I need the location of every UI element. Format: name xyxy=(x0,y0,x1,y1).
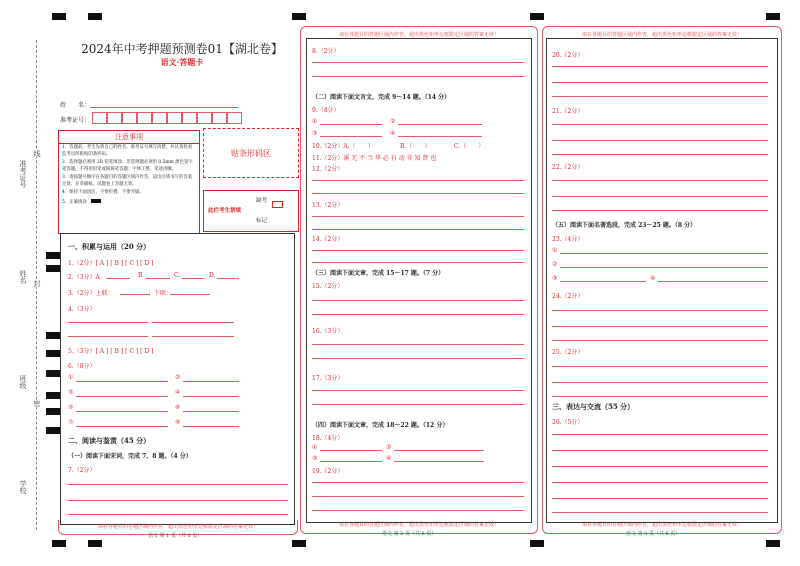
registration-mark xyxy=(292,540,306,547)
section-3-heading: （三）阅读下面文章，完成 15～17 题。（7 分） xyxy=(312,270,445,277)
section-2b-heading: （二）阅读下面文言文，完成 9～14 题。（14 分） xyxy=(312,94,451,101)
answer-line[interactable] xyxy=(68,322,148,323)
out-of-bounds-warning: 请在各题目的答题区域内作答，超出黑色矩形边框限定区域的答案无效！ xyxy=(338,522,499,528)
answer-line[interactable] xyxy=(552,82,768,83)
question-2-c: C. xyxy=(174,272,181,279)
id-box[interactable] xyxy=(107,112,122,124)
answer-line[interactable] xyxy=(312,262,524,263)
cut-label-seal: 封 xyxy=(33,280,41,287)
question-18: 18.（4分） xyxy=(312,435,344,442)
answer-line[interactable] xyxy=(552,326,768,327)
q23-blank-3: ③ xyxy=(552,275,558,282)
q3-upper-line[interactable] xyxy=(120,294,150,295)
answer-line[interactable] xyxy=(312,358,524,359)
side-label-school: 学校 xyxy=(19,480,27,494)
answer-line[interactable] xyxy=(552,466,768,467)
id-box[interactable] xyxy=(182,112,197,124)
answer-line[interactable] xyxy=(552,196,768,197)
answer-line[interactable] xyxy=(312,390,524,391)
id-box[interactable] xyxy=(212,112,227,124)
question-23: 23.（4分） xyxy=(552,236,584,243)
q23-blank-1: ① xyxy=(552,247,558,254)
answer-line[interactable] xyxy=(76,411,168,412)
question-14: 14.（2分） xyxy=(312,236,344,243)
question-9: 9.（4分） xyxy=(312,107,340,114)
answer-line[interactable] xyxy=(552,96,768,97)
page-title: 2024年中考押题预测卷01【湖北卷】 xyxy=(81,42,283,56)
answer-line[interactable] xyxy=(398,136,482,137)
section-4-heading: （四）阅读下面文章，完成 18～22 题。（12 分） xyxy=(312,422,449,429)
registration-mark xyxy=(46,332,60,339)
section-6-heading: 三、表达与交流（55 分） xyxy=(552,402,635,411)
absent-box xyxy=(203,190,299,232)
q18-blank-3: ③ xyxy=(312,455,318,462)
answer-line[interactable] xyxy=(312,250,524,251)
answer-line[interactable] xyxy=(76,396,168,397)
question-2-d: D. xyxy=(209,272,216,279)
notice-item: 1．答题前，考生先将自己的姓名、准考证号填写清楚，并认真检查监考员所粘贴的条形码。 xyxy=(62,145,193,157)
question-12: 12.（2分） xyxy=(312,166,344,173)
q23-blank-4: ④ xyxy=(650,275,656,282)
id-box[interactable] xyxy=(227,112,242,124)
registration-mark xyxy=(46,370,60,377)
answer-line[interactable] xyxy=(552,450,768,451)
answer-line[interactable] xyxy=(312,76,524,77)
answer-line[interactable] xyxy=(312,496,524,497)
registration-mark xyxy=(52,13,66,20)
answer-line[interactable] xyxy=(183,411,239,412)
name-label: 姓 名： xyxy=(60,102,91,109)
out-of-bounds-warning: 请在各题目的答题区域内作答，超出黑色矩形边框限定区域的答案无效！ xyxy=(581,32,742,38)
answer-line[interactable] xyxy=(183,381,239,382)
question-7: 7.（2分） xyxy=(68,467,96,474)
notice-item: 5．正确填涂 xyxy=(62,199,87,205)
question-1[interactable]: 1.（2分）[ A ] [ B ] [ C ] [ D ] xyxy=(68,260,154,267)
absent-code1: 缺考 xyxy=(256,198,268,204)
question-25: 25.（2分） xyxy=(552,349,584,356)
notice-item: 3．请按题号顺序在各题目的答题区域内作答，超出区域书写的答案无效；在草稿纸、试题卷上答题无效。 xyxy=(62,175,193,187)
answer-line[interactable] xyxy=(552,180,768,181)
answer-line[interactable] xyxy=(312,216,524,217)
question-2-a: 2.（3分）A. xyxy=(68,274,102,281)
q2-d-line[interactable] xyxy=(217,278,239,279)
answer-line[interactable] xyxy=(552,366,768,367)
answer-line[interactable] xyxy=(152,336,234,337)
answer-line[interactable] xyxy=(68,500,288,501)
id-label: 准考证号： xyxy=(60,117,91,124)
registration-mark xyxy=(530,540,544,547)
question-10-a[interactable]: 10.（2分）A.（ ） xyxy=(312,143,374,150)
q6-blank-6: ⑥ xyxy=(175,404,181,411)
answer-line[interactable] xyxy=(394,450,484,451)
question-16: 16.（3分） xyxy=(312,328,344,335)
notice-item: 2．选择题必须用 2B 铅笔填涂；非选择题必须用 0.5mm 黑色签字笔答题，不得用铅笔或圆珠笔答题；字体工整、笔迹清晰。 xyxy=(62,160,193,172)
answer-line[interactable] xyxy=(312,404,524,405)
question-17: 17.（3分） xyxy=(312,375,344,382)
page-subtitle: 语文·答题卡 xyxy=(160,57,204,67)
answer-line[interactable] xyxy=(552,66,768,67)
id-boxes[interactable] xyxy=(92,112,242,124)
answer-line[interactable] xyxy=(312,180,524,181)
side-label-class: 班级 xyxy=(19,375,27,389)
question-19: 19.（2分） xyxy=(312,468,344,475)
q3-lower-line[interactable] xyxy=(170,294,210,295)
page-footer: 语文 第 1 页（共 6 页） xyxy=(148,533,203,539)
answer-line[interactable] xyxy=(552,340,768,341)
registration-mark xyxy=(46,392,60,399)
question-10-c[interactable]: C.（ ） xyxy=(454,143,485,150)
answer-line[interactable] xyxy=(560,267,768,268)
notice-fill-row xyxy=(59,198,199,208)
q18-blank-4: ④ xyxy=(386,455,392,462)
question-6: 6.（8分） xyxy=(68,363,96,370)
answer-line[interactable] xyxy=(183,396,239,397)
answer-line[interactable] xyxy=(320,124,382,125)
registration-mark xyxy=(88,540,102,547)
name-field[interactable] xyxy=(90,107,238,108)
q9-blank-4: ④ xyxy=(390,130,396,137)
registration-mark xyxy=(530,13,544,20)
answer-line[interactable] xyxy=(152,322,234,323)
answer-line[interactable] xyxy=(312,229,524,230)
question-20: 20.（2分） xyxy=(552,52,584,59)
registration-mark xyxy=(46,427,60,434)
question-2-b: B. xyxy=(138,272,145,279)
side-label-id: 准考证号 xyxy=(19,160,27,188)
cut-label-line: 线 xyxy=(33,150,41,157)
answer-line[interactable] xyxy=(552,434,768,435)
answer-line[interactable] xyxy=(312,510,524,511)
answer-line[interactable] xyxy=(552,154,768,155)
answer-line[interactable] xyxy=(560,253,768,254)
q6-blank-5: ⑤ xyxy=(68,404,74,411)
section-1-heading: 一、积累与运用（20 分） xyxy=(68,242,151,251)
answer-line[interactable] xyxy=(658,281,768,282)
q9-blank-2: ② xyxy=(390,118,396,125)
q2-a-line[interactable] xyxy=(106,278,130,279)
notice-item: 4．保持卡面清洁，不要折叠、不要弄破。 xyxy=(62,190,144,195)
answer-line[interactable] xyxy=(320,450,382,451)
answer-line[interactable] xyxy=(183,426,239,427)
question-3-lower: ；下联： xyxy=(148,290,173,297)
q6-blank-8: ⑧ xyxy=(175,419,181,426)
answer-line[interactable] xyxy=(312,300,524,301)
registration-mark xyxy=(88,13,102,20)
id-box[interactable] xyxy=(152,112,167,124)
q6-blank-4: ④ xyxy=(175,389,181,396)
question-10-b[interactable]: B.（ ） xyxy=(400,143,431,150)
absent-label: 此栏考生禁填 xyxy=(208,208,242,214)
answer-line[interactable] xyxy=(312,482,524,483)
registration-mark xyxy=(46,408,60,415)
page-footer: 语文 第 3 页（共 6 页） xyxy=(626,531,681,537)
out-of-bounds-warning: 请在各题目的答题区域内作答，超出黑色矩形边框限定区域的答案无效！ xyxy=(338,32,499,38)
barcode-label: 贴条形码区 xyxy=(231,148,271,158)
page-footer: 语文 第 2 页（共 6 页） xyxy=(382,531,437,537)
answer-line[interactable] xyxy=(312,314,524,315)
notice-box xyxy=(58,130,200,234)
q6-blank-2: ② xyxy=(175,374,181,381)
q6-blank-3: ③ xyxy=(68,389,74,396)
question-21: 21.（2分） xyxy=(552,108,584,115)
q2-c-line[interactable] xyxy=(182,278,204,279)
question-8: 8.（2分） xyxy=(312,48,340,55)
answer-line[interactable] xyxy=(552,124,768,125)
q6-blank-1: ① xyxy=(68,374,74,381)
q2-b-line[interactable] xyxy=(146,278,170,279)
answer-line[interactable] xyxy=(552,382,768,383)
answer-line[interactable] xyxy=(76,381,168,382)
registration-mark xyxy=(292,13,306,20)
registration-mark xyxy=(52,540,66,547)
question-5[interactable]: 5.（3分）[ A ] [ B ] [ C ] [ D ] xyxy=(68,348,154,355)
registration-mark xyxy=(46,252,60,259)
q18-blank-2: ② xyxy=(386,444,392,451)
section-2-heading: 二、阅读与鉴赏（45 分） xyxy=(68,436,151,445)
q18-blank-1: ① xyxy=(312,444,318,451)
answer-line[interactable] xyxy=(552,396,768,397)
out-of-bounds-warning: 请在各题目的答题区域内作答，超出黑色矩形边框限定区域的答案无效！ xyxy=(581,522,742,528)
notice-title: 注意事项 xyxy=(59,131,199,144)
answer-line[interactable] xyxy=(552,140,768,141)
question-11[interactable]: 11.（2分）溪 无 不 当 华 必 有 动 非 知 贤 也 xyxy=(312,155,437,162)
question-3-upper: 3.（2分）上联： xyxy=(68,290,114,297)
q6-blank-7: ⑦ xyxy=(68,419,74,426)
id-box[interactable] xyxy=(122,112,137,124)
registration-mark xyxy=(766,13,780,20)
id-box[interactable] xyxy=(167,112,182,124)
answer-line[interactable] xyxy=(394,461,484,462)
question-24: 24.（2分） xyxy=(552,293,584,300)
q9-blank-1: ① xyxy=(312,118,318,125)
answer-line[interactable] xyxy=(312,193,524,194)
registration-mark xyxy=(46,350,60,357)
answer-line[interactable] xyxy=(312,344,524,345)
question-15: 15.（2分） xyxy=(312,283,344,290)
q23-blank-2: ② xyxy=(552,261,558,268)
id-box[interactable] xyxy=(137,112,152,124)
filled-sample-icon xyxy=(91,199,101,203)
question-4: 4.（3分） xyxy=(68,306,96,313)
section-2a-heading: （一）阅读下面宋词，完成 7、8 题。（4 分） xyxy=(68,453,192,460)
answer-line[interactable] xyxy=(312,62,524,63)
answer-line[interactable] xyxy=(552,512,768,513)
registration-mark xyxy=(46,265,60,272)
cut-label-secret: 密 xyxy=(33,400,41,407)
answer-line[interactable] xyxy=(398,124,482,125)
answer-line[interactable] xyxy=(320,461,382,462)
section-5-heading: （五）阅读下面名著选段，完成 23～25 题。（8 分） xyxy=(552,222,697,229)
id-box[interactable] xyxy=(197,112,212,124)
absent-code2: 标记 xyxy=(256,218,268,224)
answer-line[interactable] xyxy=(68,336,148,337)
answer-line[interactable] xyxy=(68,484,288,485)
answer-line[interactable] xyxy=(552,498,768,499)
out-of-bounds-warning: 请在各题目的答题区域内作答，超出黑色矩形边框限定区域的答案无效！ xyxy=(97,524,258,530)
question-22: 22.（2分） xyxy=(552,164,584,171)
answer-line[interactable] xyxy=(68,514,288,515)
question-26: 26.（5分） xyxy=(552,419,584,426)
answer-line[interactable] xyxy=(560,281,646,282)
question-13: 13.（2分） xyxy=(312,202,344,209)
answer-line[interactable] xyxy=(320,136,382,137)
answer-line[interactable] xyxy=(76,426,168,427)
answer-line[interactable] xyxy=(552,310,768,311)
id-box[interactable] xyxy=(92,112,107,124)
barcode-area xyxy=(203,128,299,178)
registration-mark xyxy=(766,540,780,547)
answer-line[interactable] xyxy=(552,482,768,483)
absent-checkbox[interactable] xyxy=(272,201,283,208)
answer-line[interactable] xyxy=(552,210,768,211)
side-label-name: 姓名 xyxy=(19,270,27,284)
q9-blank-3: ③ xyxy=(312,130,318,137)
